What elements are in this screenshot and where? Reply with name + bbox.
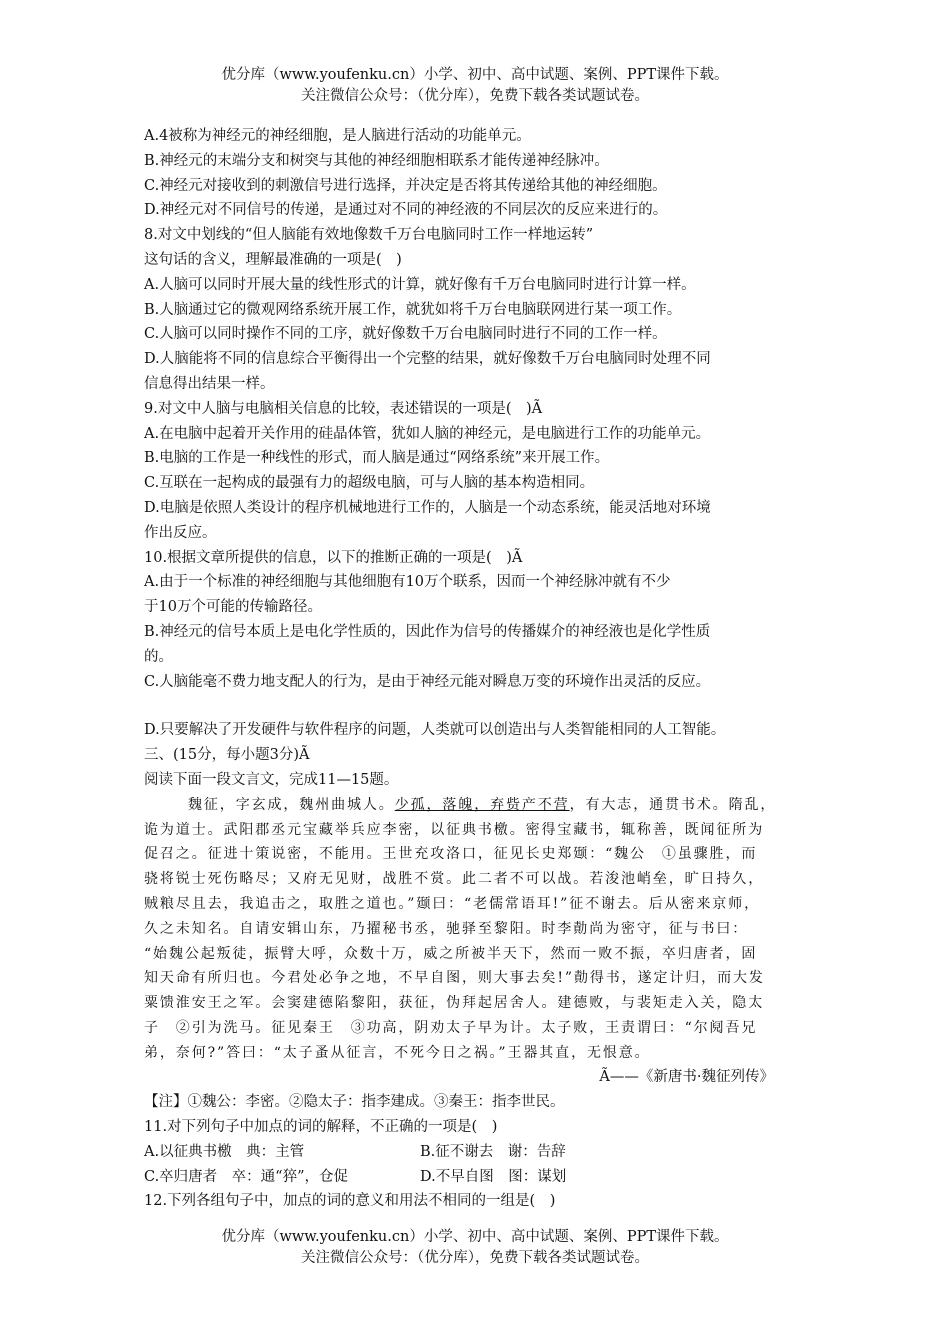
section-3-intro: 阅读下面一段文言文，完成11—15题。 xyxy=(144,771,399,788)
passage-line-8: 知天命有所归也。今君处必争之地，不早自图，则大事去矣!”勣得书，遂定计归，而大发 xyxy=(144,970,765,987)
underlined-sentence: 少孤，落魄，弃赀产不营 xyxy=(394,796,570,813)
q11-option-a: A.以征典书檄 典：主管 xyxy=(144,1143,305,1160)
passage-note: 【注】①魏公：李密。②隐太子：指李建成。③秦王：指李世民。 xyxy=(144,1094,565,1111)
header-line-2: 关注微信公众号：（优分库），免费下载各类试题试卷。 xyxy=(301,88,649,104)
q11-option-c: C.卒归唐者 卒：通“猝”，仓促 xyxy=(144,1168,349,1185)
q11-options-row-1 xyxy=(144,1140,824,1165)
classical-passage xyxy=(144,793,824,1091)
q8-option-b: B.人脑通过它的微观网络系统开展工作，就犹如将千万台电脑联网进行某一项工作。 xyxy=(144,301,682,318)
q10-option-b: B.神经元的信号本质上是电化学性质的，因此作为信号的传播媒介的神经液也是化学性质 xyxy=(144,623,711,640)
q10-option-a: A.由于一个标准的神经细胞与其他细胞有10万个联系，因而一个神经脉冲就有不少 xyxy=(144,574,671,591)
q9-option-d-cont: 作出反应。 xyxy=(144,524,217,541)
q7-option-d: D.神经元对不同信号的传递，是通过对不同的神经液的不同层次的反应来进行的。 xyxy=(144,202,668,219)
q11-option-d: D.不早自图 图：谋划 xyxy=(420,1168,567,1185)
passage-line-7: “始魏公起叛徒，振臂大呼，众数十万，威之所被半天下，然而一败不振，卒归唐者，固 xyxy=(144,945,758,962)
footer-line-2: 关注微信公众号：（优分库），免费下载各类试题试卷。 xyxy=(301,1250,649,1266)
passage-line-1 xyxy=(144,793,824,818)
q11-stem: 11.对下列句子中加点的词的解释，不正确的一项是( ) xyxy=(144,1119,498,1136)
passage-source: Ã——《新唐书·魏征列传》 xyxy=(599,1069,774,1086)
passage-line-10: 子 ②引为洗马。征见秦王 ③功高，阴劝太子早为计。太子败，王责谓曰：“尔阋吾兄 xyxy=(144,1019,758,1036)
passage-line-5: 贼粮尽且去，我追击之，取胜之道也。”颋曰：“老儒常语耳!”征不谢去。后从密来京师， xyxy=(144,895,760,912)
q10-option-b-cont: 的。 xyxy=(144,648,173,665)
q10-option-a-cont: 于10万个可能的传输路径。 xyxy=(144,599,322,616)
q8-option-a: A.人脑可以同时开展大量的线性形式的计算，就好像有千万台电脑同时进行计算一样。 xyxy=(144,276,696,293)
passage-line-2: 诡为道士。武阳郡丞元宝藏举兵应李密，以征典书檄。密得宝藏书，辄称善，既闻征所为 xyxy=(144,821,765,838)
q7-option-c: C.神经元对接收到的刺激信号进行选择，并决定是否将其传递给其他的神经细胞。 xyxy=(144,177,667,194)
passage-line-6: 久之未知名。自请安辑山东，乃擢秘书丞，驰驿至黎阳。时李勣尚为密守，征与书曰： xyxy=(144,920,749,937)
page-header xyxy=(0,65,950,107)
q9-option-d: D.电脑是依照人类设计的程序机械地进行工作的，人脑是一个动态系统，能灵活地对环境 xyxy=(144,499,711,516)
footer-line-1: 优分库（www.youfenku.cn）小学、初中、高中试题、案例、PPT课件下载。 xyxy=(221,1229,729,1245)
exam-content xyxy=(144,124,824,1214)
q9-option-b: B.电脑的工作是一种线性的形式，而人脑是通过“网络系统”来开展工作。 xyxy=(144,450,610,467)
q8-option-d-cont: 信息得出结果一样。 xyxy=(144,375,275,392)
passage-line-11: 弟，奈何?”答曰：“太子蚤从征言，不死今日之祸。”王器其直，无恨意。 xyxy=(144,1044,651,1061)
q12-stem: 12.下列各组句子中，加点的词的意义和用法不相同的一组是( ) xyxy=(144,1193,556,1210)
q9-stem: 9.对文中人脑与电脑相关信息的比较，表述错误的一项是( )Ã xyxy=(144,400,543,417)
passage-line-9: 粟馈淮安王之军。会窦建德陷黎阳，获征，伪拜起居舍人。建德败，与裴矩走入关，隐太 xyxy=(144,995,765,1012)
page-footer xyxy=(0,1227,950,1269)
q8-option-c: C.人脑可以同时操作不同的工序，就好像数千万台电脑同时进行不同的工作一样。 xyxy=(144,326,667,343)
q7-option-a: A.4被称为神经元的神经细胞，是人脑进行活动的功能单元。 xyxy=(144,128,531,144)
q9-option-a: A.在电脑中起着开关作用的硅晶体管，犹如人脑的神经元，是电脑进行工作的功能单元。 xyxy=(144,425,711,442)
q7-option-b: B.神经元的末端分支和树突与其他的神经细胞相联系才能传递神经脉冲。 xyxy=(144,152,609,169)
passage-line-1-post: ，有大志，通贯书术。隋乱， xyxy=(569,796,777,813)
q11-option-b: B.征不谢去 谢：告辞 xyxy=(420,1143,566,1160)
passage-line-1-pre: 魏征，字玄成，魏州曲城人。 xyxy=(188,796,395,813)
q8-stem-line-2: 这句话的含义，理解最准确的一项是( ) xyxy=(144,251,402,268)
header-line-1: 优分库（www.youfenku.cn）小学、初中、高中试题、案例、PPT课件下载。 xyxy=(221,67,729,83)
q10-option-d: D.只要解决了开发硬件与软件程序的问题，人类就可以创造出与人类智能相同的人工智能。 xyxy=(144,722,726,739)
q10-stem: 10.根据文章所提供的信息，以下的推断正确的一项是( )Ã xyxy=(144,549,523,566)
q11-options-row-2 xyxy=(144,1165,824,1190)
q8-option-d: D.人脑能将不同的信息综合平衡得出一个完整的结果，就好像数千万台电脑同时处理不同 xyxy=(144,351,711,368)
q8-stem-line-1: 8.对文中划线的“但人脑能有效地像数千万台电脑同时工作一样地运转” xyxy=(144,227,594,244)
q10-option-c: C.人脑能毫不费力地支配人的行为，是由于神经元能对瞬息万变的环境作出灵活的反应。 xyxy=(144,673,711,690)
q9-option-c: C.互联在一起构成的最强有力的超级电脑，可与人脑的基本构造相同。 xyxy=(144,475,595,492)
section-3-title: 三、(15分，每小题3分)Ã xyxy=(144,747,310,764)
passage-line-3: 促召之。征进十策说密，不能用。王世充攻洛口，征见长史郑颋：“魏公 ①虽骤胜，而 xyxy=(144,846,758,863)
passage-line-4: 骁将锐士死伤略尽；又府无见财，战胜不赏。此二者不可以战。若浚池峭垒，旷日持久， xyxy=(144,871,765,888)
